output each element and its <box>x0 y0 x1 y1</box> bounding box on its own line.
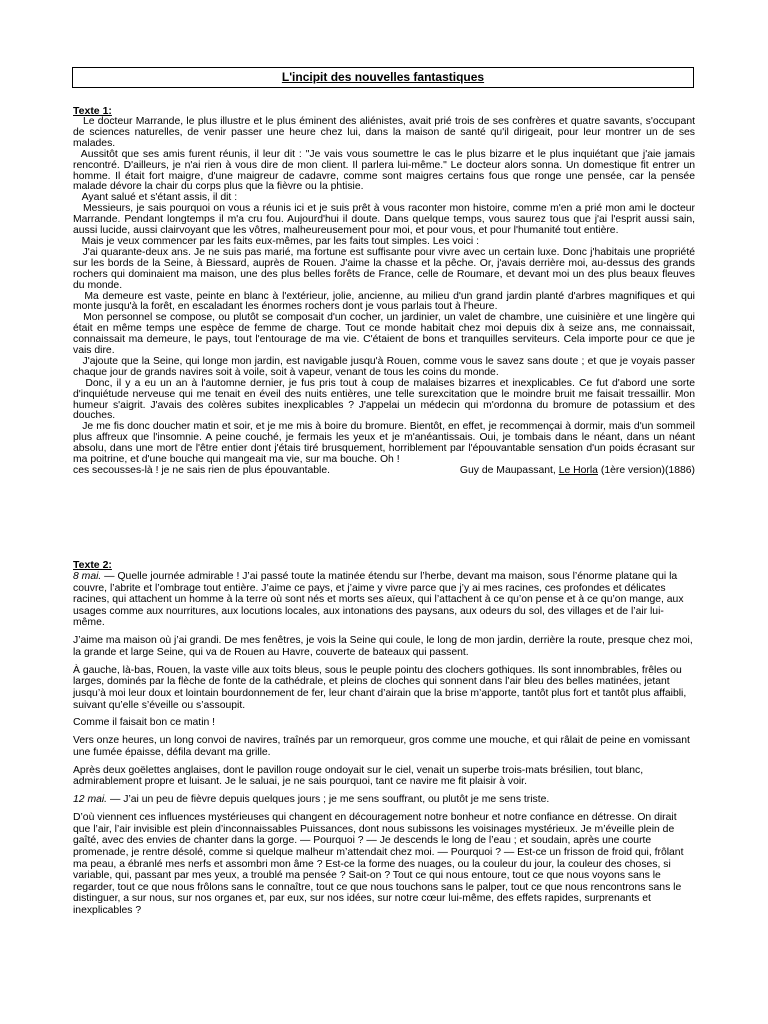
texte-2-paragraph: Vers onze heures, un long convoi de navires, traînés par un remorqueur, gros comme une mouche, et qui râlait de peine en vomissant une fumée épaisse, défila devant ma grille. <box>73 735 690 758</box>
author-name: Guy de Maupassant, <box>459 465 556 476</box>
diary-date: 12 mai. <box>73 794 108 806</box>
texte-1-paragraph: Mais je veux commencer par les faits eux-mêmes, par les faits tout simples. Les voici : <box>81 235 479 247</box>
texte-2-paragraph: 12 mai. — J’ai un peu de fièvre depuis quelques jours ; je me sens souffrant, ou plutôt je me sens triste. <box>73 794 550 806</box>
work-title: Le Horla <box>558 465 598 476</box>
texte-1-paragraph: Je me fis donc doucher matin et soir, et je me mis à boire du bromure. Bientôt, en effet, je recommençai à dormir, mais d'un sommeil plus affreux que l'insomnie. A peine couché, je fermais les yeux et je m'anéantissais. Oui, je tombais dans le néant, dans un néant absolu, dans une mort de l'être entier dont j'étais tiré brusquement, horriblement par l'épouvantable sensation d'un poids écrasant sur ma poitrine, et d'une bouche qui mangeait ma vie, sur ma bouche. Oh ! <box>73 421 695 466</box>
texte-2-body <box>73 571 695 917</box>
texte-1-paragraph: Ayant salué et s'étant assis, il dit : <box>81 192 238 204</box>
texte-2-paragraph: Après deux goëlettes anglaises, dont le pavillon rouge ondoyait sur le ciel, venait un superbe trois-mats brésilien, tout blanc, admirablement propre et luisant. Je le saluai, je ne sais pourquoi, tant ce navire me fit plaisir à voir. <box>73 764 644 788</box>
texte-1-paragraph: Le docteur Marrande, le plus illustre et le plus éminent des aliénistes, avait prié trois de ses confrères et quatre savants, s'occupant de sciences naturelles, de venir passer une heure chez lui, dans la maison de santé qu'il dirigeait, pour leur montrer un de ses malades. <box>73 116 695 149</box>
source-attribution <box>460 466 695 477</box>
edition-note: (1ère version)(1886) <box>600 465 695 476</box>
texte-2-section <box>73 560 695 923</box>
document-title: L'incipit des nouvelles fantastiques <box>72 67 694 88</box>
texte-1-paragraph: Ma demeure est vaste, peinte en blanc à l'extérieur, jolie, ancienne, au milieu d'un grand jardin planté d'arbres magnifiques et qui monte jusqu'à la forêt, en escaladant les énormes rochers dont je vous parlais tout à l'heure. <box>73 290 695 313</box>
texte-2-paragraph: D’où viennent ces influences mystérieuses qui changent en découragement notre bonheur et notre confiance en détresse. On dirait que l’air, l’air invisible est plein d’inconnaissables Puissances, dont nous subissons les voisinages mystérieux. Je m’éveille plein de gaîté, avec des envies de chanter dans la gorge. — Pourquoi ? — Je descends le long de l’eau ; et soudain, après une courte promenade, je rentre désolé, comme si quelque malheur m’attendait chez moi. — Pourquoi ? — Est-ce un frisson de froid qui, frôlant ma peau, a ébranlé mes nerfs et assombri mon âme ? Est-ce la forme des nuages, ou la couleur du jour, la couleur des choses, si variable, qui, passant par mes yeux, a troublé ma pensée ? Sait-on ? Tout ce qui nous entoure, tout ce que nous voyons sans le regarder, tout ce que nous frôlons sans le connaître, tout ce que nous touchons sans le palper, tout ce que nous rencontrons sans le distinguer, a sur nous, sur nos organes et, par eux, sur nos idées, sur notre cœur lui-même, des effets rapides, surprenants et inexplicables ? <box>73 812 684 916</box>
texte-2-label: Texte 2: <box>73 559 112 571</box>
texte-1-paragraph: J'ai quarante-deux ans. Je ne suis pas marié, ma fortune est suffisante pour vivre avec un certain luxe. Donc j'habitais une propriété sur les bords de la Seine, à Biessard, auprès de Rouen. J'aime la chasse et la pêche. Or, j'avais derrière moi, au-dessus des grands rochers qui dominaient ma maison, une des plus belles forêts de France, celle de Roumare, et devant moi un des plus beaux fleuves du monde. <box>73 246 695 291</box>
texte-2-paragraph: À gauche, là-bas, Rouen, la vaste ville aux toits bleus, sous le peuple pointu des clochers gothiques. Ils sont innombrables, frêles ou larges, dominés par la flèche de fonte de la cathédrale, et pleins de cloches qui sonnent dans l’air bleu des belles matinées, jetant jusqu’à moi leur doux et lointain bourdonnement de fer, leur chant d’airain que la brise m’apporte, tantôt plus fort et tantôt plus affaibli, suivant qu’elle s’éveille ou s’assoupit. <box>73 664 687 711</box>
texte-2-paragraph: J’aime ma maison où j’ai grandi. De mes fenêtres, je vois la Seine qui coule, le long de mon jardin, derrière la route, presque chez moi, la grande et large Seine, qui va de Rouen au Havre, couverte de bateaux qui passent. <box>73 635 693 658</box>
texte-1-body <box>73 117 695 477</box>
texte-2-paragraph: 8 mai. — Quelle journée admirable ! J’ai passé toute la matinée étendu sur l’herbe, devant ma maison, sous l’énorme platane qui la couvre, l’abrite et l’ombrage tout entière. J’aime ce pays, et j’aime y vivre parce que j’y ai mes racines, ces profondes et délicates racines, qui attachent un homme à la terre où sont nés et morts ses aïeux, qui l’attachent à ce qu’on pense et à ce qu’on mange, aux usages comme aux nourritures, aux locutions locales, aux intonations des paysans, aux odeurs du sol, des villages et de l’air lui-même. <box>73 571 684 629</box>
texte-1-paragraph: Donc, il y a eu un an à l'automne dernier, je fus pris tout à coup de malaises bizarres et inexplicables. Ce fut d'abord une sorte d'inquiétude nerveuse qui me tenait en éveil des nuits entières, une telle surexcitation que le moindre bruit me faisait tressaillir. Mon humeur s'aigrit. J'avais des colères subites inexplicables ? J'appelai un médecin qui m'ordonna du bromure de potassium et des douches. <box>73 377 695 422</box>
texte-1-closing-text: ces secousses-là ! je ne sais rien de plus épouvantable. <box>73 465 331 476</box>
texte-1-section <box>73 106 695 477</box>
texte-1-paragraph: Messieurs, je sais pourquoi on vous a réunis ici et je suis prêt à vous raconter mon histoire, comme m'en a prié mon ami le docteur Marrande. Pendant longtemps il m'a cru fou. Aujourd'hui il doute. Dans quelque temps, vous saurez tous que j'ai l'esprit aussi sain, aussi lucide, aussi clairvoyant que les vôtres, malheureusement pour moi, et pour vous, et pour l'humanité tout entière. <box>73 203 695 237</box>
texte-1-paragraph: Aussitôt que ses amis furent réunis, il leur dit : "Je vais vous soumettre le cas le plus bizarre et le plus inquiétant que j'aie jamais rencontré. D'ailleurs, je n'ai rien à vous dire de mon client. Il parlera lui-même." Le docteur alors sonna. Un domestique fit entrer un homme. Il était fort maigre, d'une maigreur de cadavre, comme sont maigres certains fous que ronge une pensée, car la pensée malade dévore la chair du corps plus que la fièvre ou la phtisie. <box>73 148 695 193</box>
texte-2-paragraph: Comme il faisait bon ce matin ! <box>73 717 216 729</box>
diary-date: 8 mai. <box>73 571 102 582</box>
texte-1-last-line <box>73 466 695 477</box>
texte-1-paragraph: J'ajoute que la Seine, qui longe mon jardin, est navigable jusqu'à Rouen, comme vous le savez sans doute ; et que je voyais passer chaque jour de grands navires soit à voile, soit à vapeur, venant de tous les coins du monde. <box>73 355 695 378</box>
texte-1-label: Texte 1: <box>73 105 112 117</box>
texte-1-paragraph: Mon personnel se compose, ou plutôt se composait d'un cocher, un jardinier, un valet de chambre, une cuisinière et une lingère qui était en même temps une espèce de femme de charge. Tout ce monde habitait chez moi depuis dix à seize ans, me connaissait, connaissait ma demeure, le pays, tout l'entourage de ma vie. C'étaient de bons et tranquilles serviteurs. Cela importe pour ce que je vais dire. <box>73 312 695 357</box>
